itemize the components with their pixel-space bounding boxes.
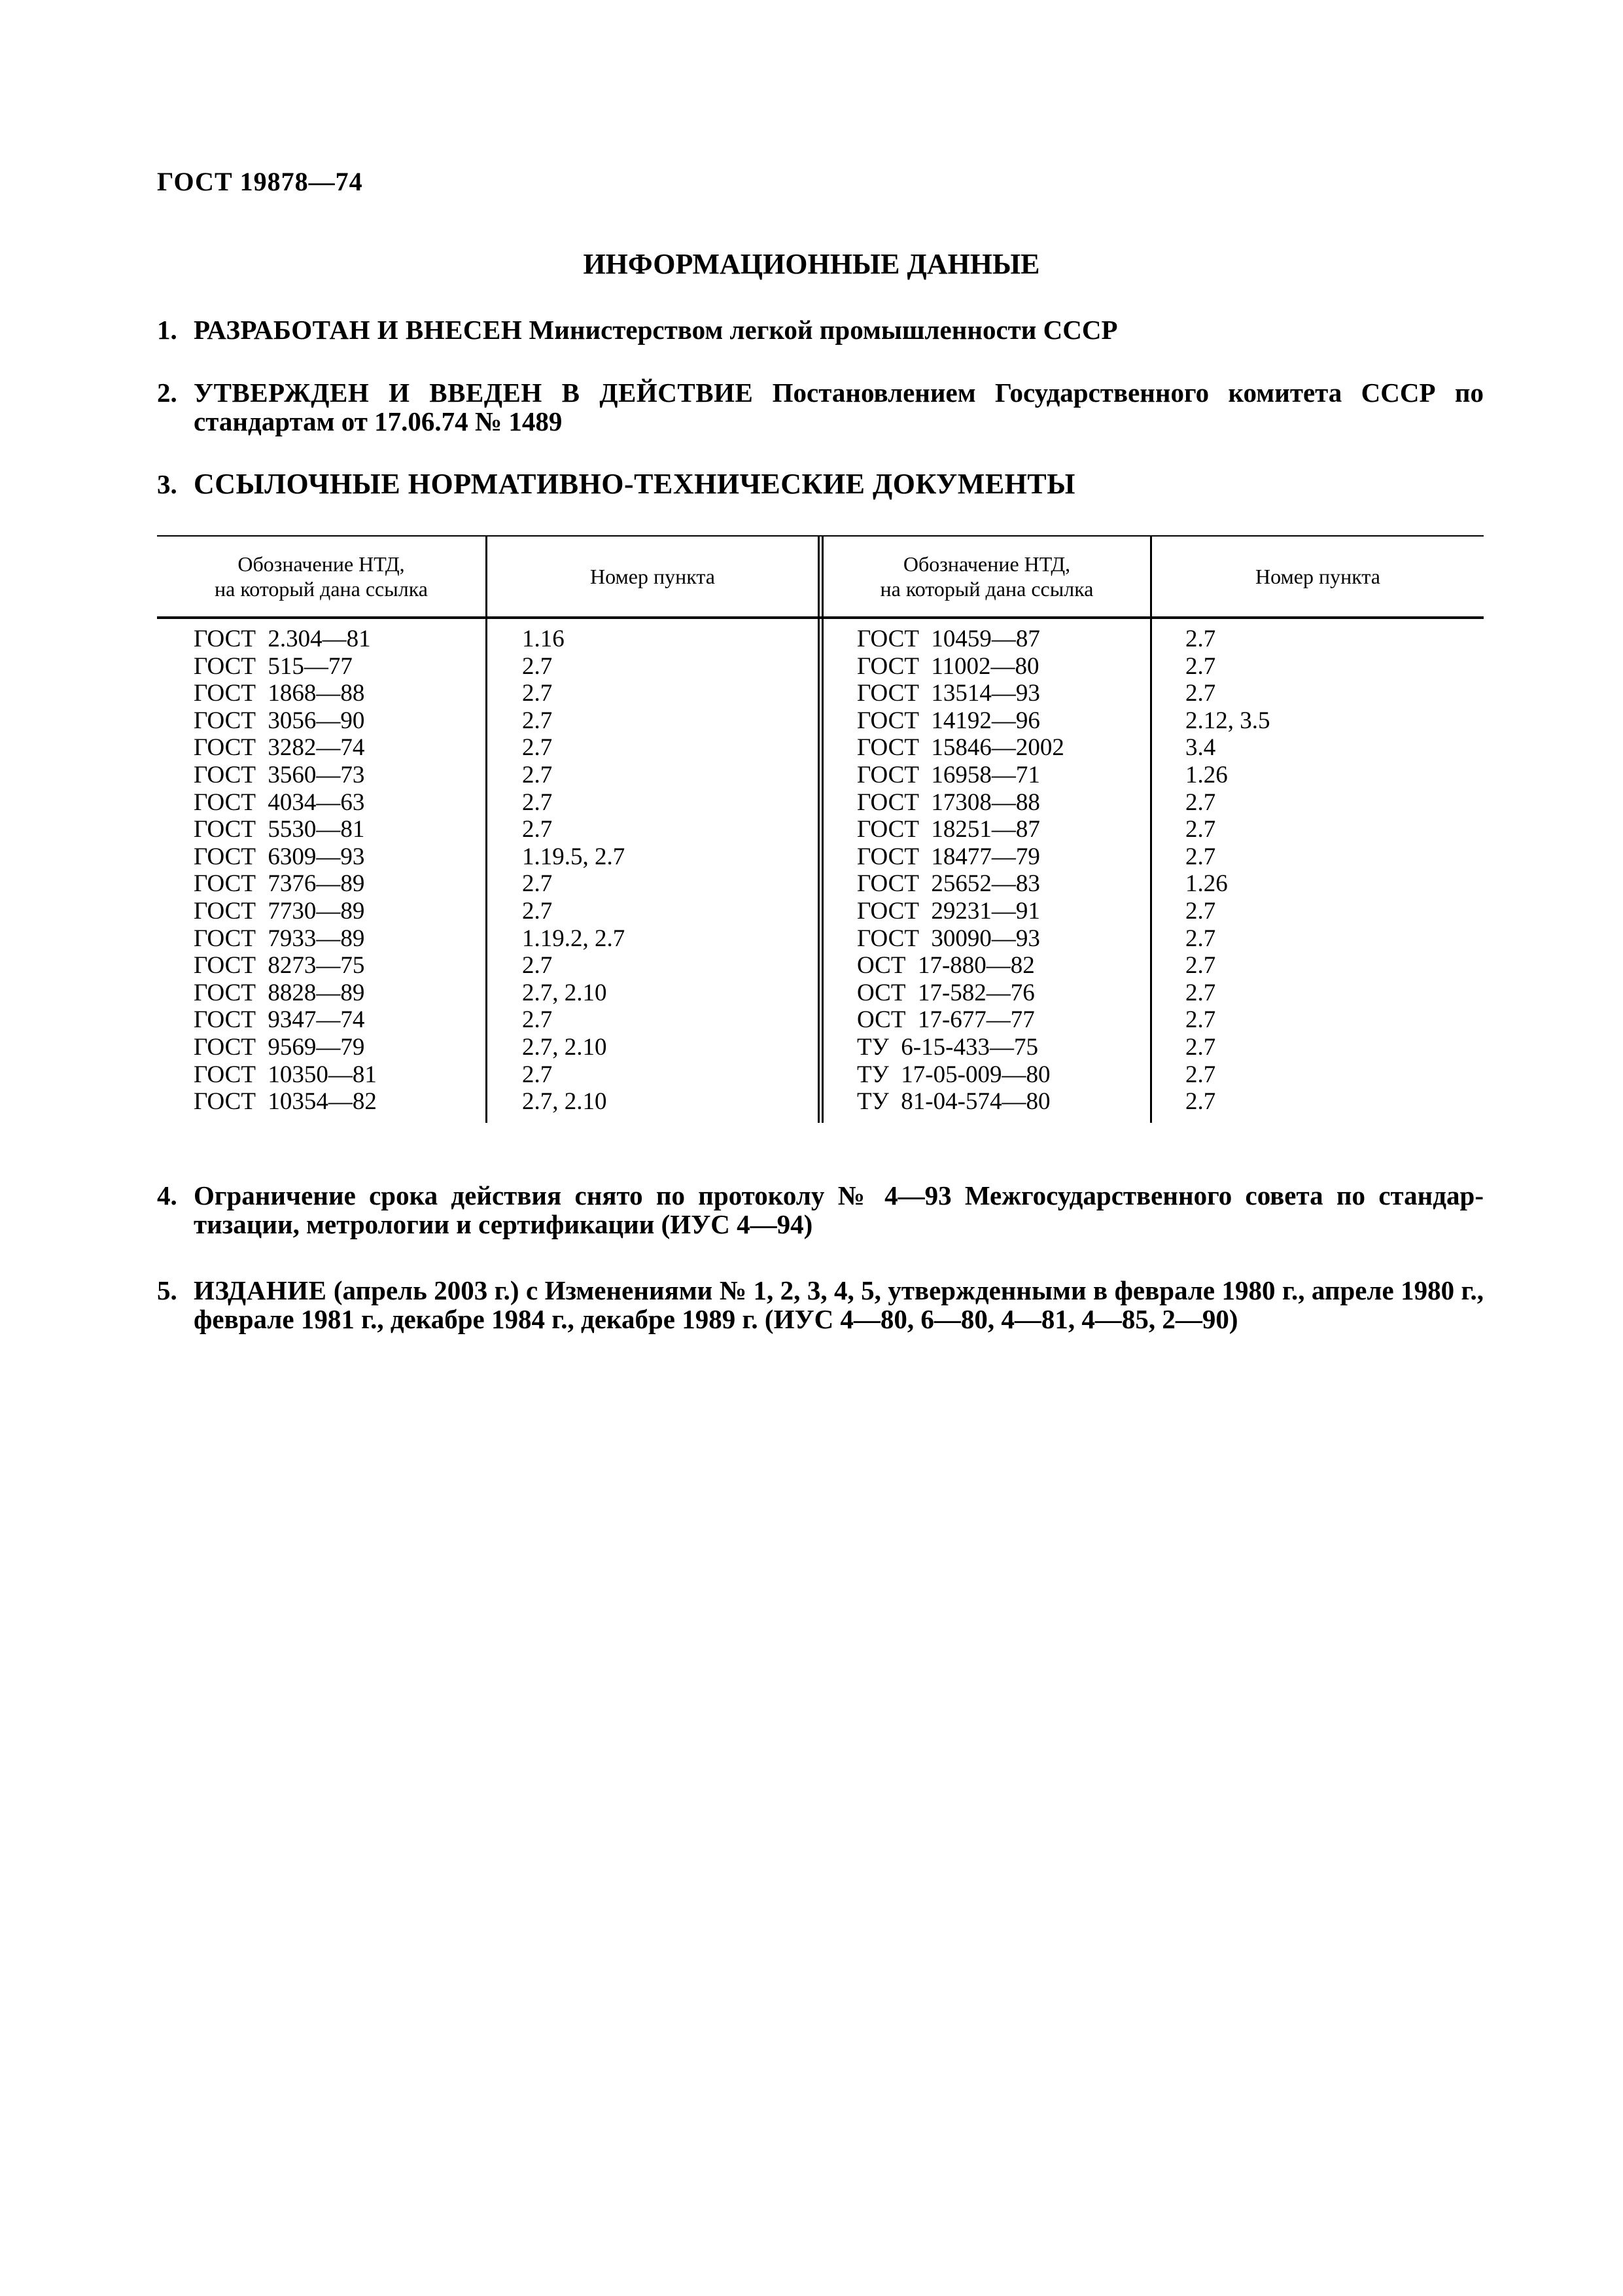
header-line: Номер пункта: [590, 565, 715, 588]
column-left-documents: [194, 626, 377, 1116]
header-line: Номер пункта: [1255, 565, 1380, 588]
reference-clause: 2.7: [1185, 925, 1216, 952]
section-developed-by: [157, 315, 1484, 344]
reference-document: ГОСТ 7730—89: [194, 897, 365, 925]
reference-document: ГОСТ 3056—90: [194, 707, 365, 734]
reference-clause: 1.19.2, 2.7: [522, 925, 625, 952]
reference-document: ГОСТ 30090—93: [857, 925, 1040, 952]
reference-document: ГОСТ 5530—81: [194, 816, 365, 843]
reference-clause: 1.19.5, 2.7: [522, 843, 625, 870]
reference-document: ГОСТ 18251—87: [857, 816, 1040, 843]
reference-clause: 2.7: [1185, 979, 1216, 1006]
reference-clause: 2.7: [522, 680, 553, 707]
reference-document: ГОСТ 4034—63: [194, 788, 365, 816]
reference-document: ОСТ 17-880—82: [857, 952, 1035, 980]
header-line: Обозначение НТД,: [903, 552, 1071, 576]
reference-clause: 2.7: [522, 1061, 553, 1088]
reference-clause: 2.7, 2.10: [522, 1088, 607, 1116]
reference-document: ГОСТ 7933—89: [194, 925, 365, 952]
reference-document: ГОСТ 14192—96: [857, 707, 1040, 734]
section-number: 1.: [157, 315, 177, 345]
header-clause-right: [1152, 537, 1484, 616]
reference-document: ГОСТ 11002—80: [857, 652, 1039, 680]
reference-clause: 2.7: [1185, 1033, 1216, 1061]
reference-document: ГОСТ 9569—79: [194, 1033, 365, 1061]
section-number: 5.: [157, 1275, 177, 1305]
reference-clause: 2.7: [1185, 1088, 1216, 1116]
reference-document: ГОСТ 10354—82: [194, 1088, 377, 1116]
section-text: Ограничение срока действия снято по протоколу № 4—93 Межгосударственного совета по стандар-тизации, метрологии и сертификации (ИУС 4—94): [194, 1180, 1484, 1239]
reference-document: ГОСТ 2.304—81: [194, 626, 371, 652]
reference-document: ТУ 6-15-433—75: [857, 1033, 1038, 1061]
reference-clause: 2.7: [522, 788, 553, 816]
reference-document: ГОСТ 3282—74: [194, 734, 365, 762]
reference-document: ГОСТ 6309—93: [194, 843, 365, 870]
header-designation-left: [157, 537, 485, 616]
reference-clause: 1.16: [522, 626, 565, 652]
reference-document: ОСТ 17-582—76: [857, 979, 1035, 1006]
reference-document: ГОСТ 25652—83: [857, 870, 1040, 898]
reference-clause: 2.7: [1185, 788, 1216, 816]
reference-document: ОСТ 17-677—77: [857, 1006, 1035, 1034]
column-left-clauses: [522, 626, 625, 1116]
reference-document: ГОСТ 8273—75: [194, 952, 365, 980]
column-right-clauses: [1185, 626, 1270, 1116]
reference-clause: 2.7: [1185, 652, 1216, 680]
section-text: Постановлением Государственного комитета СССР по стандартам от 17.06.74 № 1489: [194, 378, 1484, 436]
reference-clause: 2.7: [522, 707, 553, 734]
section-validity-limit: [157, 1181, 1484, 1239]
header-line: Обозначение НТД,: [237, 552, 405, 576]
reference-clause: 2.7: [522, 816, 553, 843]
reference-table: [157, 535, 1484, 1123]
document-code: ГОСТ 19878—74: [157, 167, 363, 196]
reference-document: ТУ 81-04-574—80: [857, 1088, 1051, 1116]
section-number: 4.: [157, 1180, 177, 1210]
table-header-rule: [157, 616, 1484, 619]
table-double-divider: [822, 535, 824, 1123]
reference-clause: 2.12, 3.5: [1185, 707, 1270, 734]
section-lead: РАЗРАБОТАН И ВНЕСЕН: [194, 315, 523, 345]
reference-clause: 2.7: [1185, 843, 1216, 870]
reference-document: ГОСТ 15846—2002: [857, 734, 1064, 762]
section-edition: [157, 1276, 1484, 1333]
section-lead: ССЫЛОЧНЫЕ НОРМАТИВНО-ТЕХНИЧЕСКИЕ ДОКУМЕНТЫ: [194, 468, 1075, 500]
reference-clause: 2.7: [1185, 1061, 1216, 1088]
reference-document: ГОСТ 29231—91: [857, 897, 1040, 925]
reference-document: ГОСТ 515—77: [194, 652, 353, 680]
reference-clause: 2.7, 2.10: [522, 979, 607, 1006]
table-column-divider: [1150, 535, 1152, 1123]
reference-document: ГОСТ 17308—88: [857, 788, 1040, 816]
header-designation-right: [824, 537, 1150, 616]
reference-document: ГОСТ 3560—73: [194, 761, 365, 788]
reference-document: ГОСТ 9347—74: [194, 1006, 365, 1034]
section-lead: УТВЕРЖДЕН И ВВЕДЕН В ДЕЙСТВИЕ: [194, 378, 754, 408]
reference-clause: 2.7: [522, 897, 553, 925]
reference-clause: 2.7: [522, 652, 553, 680]
reference-clause: 2.7: [522, 870, 553, 898]
header-line: на который дана ссылка: [880, 577, 1094, 601]
reference-document: ГОСТ 13514—93: [857, 680, 1040, 707]
reference-document: ГОСТ 10459—87: [857, 626, 1040, 652]
section-number: 3.: [157, 469, 177, 499]
reference-document: ГОСТ 16958—71: [857, 761, 1040, 788]
section-approved: [157, 378, 1484, 436]
section-text: Министерством легкой промышленности СССР: [522, 315, 1118, 345]
reference-document: ТУ 17-05-009—80: [857, 1061, 1051, 1088]
table-column-divider: [485, 535, 487, 1123]
reference-clause: 2.7: [1185, 952, 1216, 980]
section-number: 2.: [157, 378, 177, 408]
reference-clause: 2.7: [522, 734, 553, 762]
reference-clause: 1.26: [1185, 761, 1228, 788]
reference-clause: 2.7: [522, 1006, 553, 1034]
document-heading: ИНФОРМАЦИОННЫЕ ДАННЫЕ: [583, 248, 1040, 280]
reference-clause: 2.7: [1185, 680, 1216, 707]
reference-document: ГОСТ 10350—81: [194, 1061, 377, 1088]
section-lead: ИЗДАНИЕ: [194, 1275, 327, 1305]
table-double-divider: [818, 535, 820, 1123]
reference-document: ГОСТ 7376—89: [194, 870, 365, 898]
section-text: (апрель 2003 г.) с Изменениями № 1, 2, 3, 4, 5, утвержденными в феврале 1980 г., апреле 1980 г., феврале 1981 г., декабре 1984 г., декабре 1989 г. (ИУС 4—80, 6—80, 4—81, 4—85, 2—90): [194, 1275, 1484, 1334]
reference-clause: 2.7, 2.10: [522, 1033, 607, 1061]
column-right-documents: [857, 626, 1064, 1116]
header-line: на который дана ссылка: [215, 577, 428, 601]
reference-clause: 2.7: [1185, 897, 1216, 925]
reference-document: ГОСТ 18477—79: [857, 843, 1040, 870]
reference-document: ГОСТ 1868—88: [194, 680, 365, 707]
reference-clause: 2.7: [1185, 816, 1216, 843]
reference-clause: 2.7: [522, 761, 553, 788]
reference-clause: 1.26: [1185, 870, 1228, 898]
reference-clause: 2.7: [522, 952, 553, 980]
header-clause-left: [487, 537, 818, 616]
section-reference-documents: [157, 470, 1484, 499]
reference-document: ГОСТ 8828—89: [194, 979, 365, 1006]
reference-clause: 3.4: [1185, 734, 1216, 762]
reference-clause: 2.7: [1185, 626, 1216, 652]
reference-clause: 2.7: [1185, 1006, 1216, 1034]
